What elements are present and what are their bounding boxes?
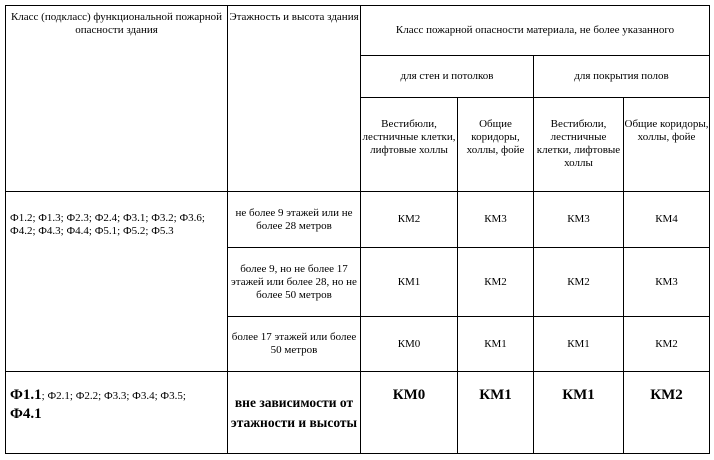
header-floors-label: для покрытия полов	[574, 70, 669, 82]
header-height-cell	[228, 6, 361, 192]
row-1-floors-corridors: КМ4	[624, 192, 710, 248]
row-2-walls-lobbies: КМ1	[361, 248, 458, 317]
header-corridors-floors-cell	[624, 98, 710, 192]
group2-classes-mid: ; Ф2.1; Ф2.2; Ф3.3; Ф3.4; Ф3.5;	[41, 390, 186, 402]
header-lobbies-walls-cell	[361, 98, 458, 192]
row-1-height: не более 9 этажей или не более 28 метров	[235, 206, 353, 232]
header-walls-label: для стен и потолков	[400, 70, 494, 82]
group2-height-label: вне зависимости от этажности и высоты	[230, 394, 358, 430]
header-corridors-walls-label: Общие коридоры, холлы, фойе	[466, 118, 525, 156]
group2-walls-lobbies: КМ0	[361, 372, 458, 454]
group2-class-b: Ф4.1	[10, 406, 42, 422]
group2-floors-lobbies: КМ1	[534, 372, 624, 454]
group1-classes-cell	[6, 192, 228, 372]
header-corridors-floors-label: Общие коридоры, холлы, фойе	[624, 118, 709, 143]
group2-floors-corridors: КМ2	[624, 372, 710, 454]
header-material-class-label: Класс пожарной опасности материала, не более указанного	[395, 24, 675, 36]
group2-classes-cell	[6, 372, 228, 454]
row-2-floors-corridors: КМ3	[624, 248, 710, 317]
group2-height-cell	[228, 372, 361, 454]
table-row-1-height-cell	[228, 192, 361, 248]
header-walls-cell	[361, 56, 534, 98]
header-height-label: Этажность и высота здания	[229, 11, 359, 23]
table-row-2-height-cell	[228, 248, 361, 317]
row-2-walls-corridors: КМ2	[458, 248, 534, 317]
header-floors-cell	[534, 56, 710, 98]
group1-classes-label: Ф1.2; Ф1.3; Ф2.3; Ф2.4; Ф3.1; Ф3.2; Ф3.6; Ф4.2; Ф4.3; Ф4.4; Ф5.1; Ф5.2; Ф5.3	[10, 212, 205, 237]
row-3-walls-lobbies: КМ0	[361, 317, 458, 372]
header-material-class-cell	[361, 6, 710, 56]
row-1-floors-lobbies: КМ3	[534, 192, 624, 248]
row-3-walls-corridors: КМ1	[458, 317, 534, 372]
row-2-floors-lobbies: КМ2	[534, 248, 624, 317]
header-lobbies-floors-label: Вестибюли, лестничные клетки, лифтовые холлы	[536, 118, 621, 169]
row-1-walls-lobbies: КМ2	[361, 192, 458, 248]
row-3-floors-corridors: КМ2	[624, 317, 710, 372]
header-class-cell	[6, 6, 228, 192]
header-lobbies-floors-cell	[534, 98, 624, 192]
row-2-height: более 9, но не более 17 этажей или более 28, но не более 50 метров	[231, 262, 357, 301]
fire-hazard-table	[5, 5, 710, 454]
row-1-walls-corridors: КМ3	[458, 192, 534, 248]
row-3-floors-lobbies: КМ1	[534, 317, 624, 372]
group2-class-a: Ф1.1	[10, 387, 42, 403]
header-class-label: Класс (подкласс) функциональной пожарной опасности здания	[10, 11, 223, 36]
table-row-3-height-cell	[228, 317, 361, 372]
row-3-height: более 17 этажей или более 50 метров	[231, 331, 357, 356]
group2-walls-corridors: КМ1	[458, 372, 534, 454]
header-lobbies-walls-label: Вестибюли, лестничные клетки, лифтовые холлы	[362, 118, 456, 156]
header-corridors-walls-cell	[458, 98, 534, 192]
